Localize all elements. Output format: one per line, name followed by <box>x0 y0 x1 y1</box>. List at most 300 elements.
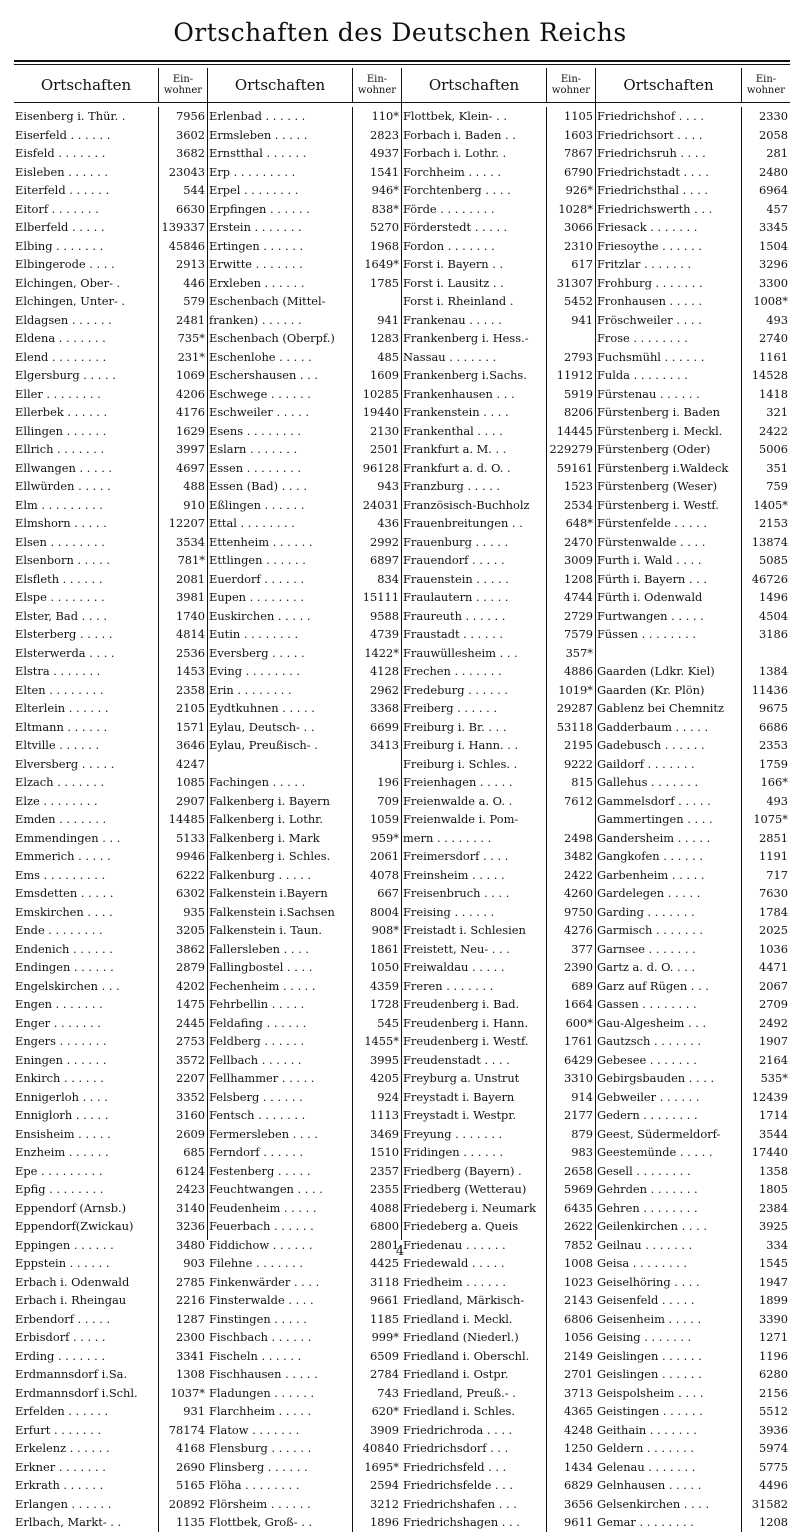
table-row <box>402 1458 595 1477</box>
table-row <box>208 459 401 478</box>
place-name: Gebweiler . . . . . . <box>596 1088 742 1107</box>
table-row <box>402 607 595 626</box>
page-number: 4 <box>395 1244 405 1259</box>
inhabitants-value: 3469 <box>370 1126 399 1141</box>
inhabitants-value: 3413 <box>370 738 399 753</box>
place-name: Elspe . . . . . . . . <box>14 588 159 607</box>
place-name: Elbingerode . . . . <box>14 255 159 274</box>
inhabitants-value: 4088 <box>370 1200 399 1215</box>
place-name: Fürth i. Odenwald <box>596 588 742 607</box>
table-row <box>402 847 595 866</box>
inhabitants-value: 3572 <box>176 1052 205 1067</box>
table-row <box>596 1347 790 1366</box>
place-name: Gehrden . . . . . . . <box>596 1180 742 1199</box>
place-name: Elze . . . . . . . . <box>14 792 159 811</box>
place-name: Falkenstein i.Sachsen <box>208 903 353 922</box>
place-name: Freiburg i. Br. . . . <box>402 718 547 737</box>
place-name: Feldafing . . . . . . <box>208 1014 353 1033</box>
place-name: Geislingen . . . . . . <box>596 1347 742 1366</box>
inhabitants-value: 2067 <box>759 978 788 993</box>
place-name: Freisenbruch . . . . <box>402 884 547 903</box>
table-row <box>596 755 790 774</box>
table-row <box>14 163 207 182</box>
inhabitants-value: 24031 <box>362 497 399 512</box>
place-name: Geispolsheim . . . . <box>596 1384 742 1403</box>
place-name: Enger . . . . . . . <box>14 1014 159 1033</box>
table-row <box>402 921 595 940</box>
table-row <box>402 385 595 404</box>
inhabitants-value: 4814 <box>176 627 205 642</box>
place-name: Eschershausen . . . <box>208 366 353 385</box>
place-name: Geiselhöring . . . . <box>596 1273 742 1292</box>
inhabitants-value: 535* <box>760 1071 788 1086</box>
inhabitants-value: 1069 <box>176 368 205 383</box>
inhabitants-value: 1504 <box>759 238 788 253</box>
inhabitants-value: 1028* <box>558 201 593 216</box>
table-row <box>596 699 790 718</box>
table-row <box>14 385 207 404</box>
place-name: Elterlein . . . . . . <box>14 699 159 718</box>
table-row <box>596 1439 790 1458</box>
table-row <box>596 662 790 681</box>
table-row <box>402 329 595 348</box>
inhabitants-value: 903 <box>183 1256 205 1271</box>
place-name: Elsterwerda . . . . <box>14 644 159 663</box>
inhabitants-value: 9222 <box>564 756 593 771</box>
table-row <box>208 292 401 311</box>
inhabitants-value: 941 <box>377 312 399 327</box>
table-row <box>208 1162 401 1181</box>
table-row <box>14 1069 207 1088</box>
place-name: Fürstenberg i. Meckl. <box>596 422 742 441</box>
table-row <box>208 1365 401 1384</box>
table-row <box>208 681 401 700</box>
table-row <box>14 884 207 903</box>
place-name: Forbach i. Lothr. . <box>402 144 547 163</box>
inhabitants-value: 1208 <box>759 1515 788 1530</box>
table-row <box>208 1328 401 1347</box>
place-name: Erbach i. Odenwald <box>14 1273 159 1292</box>
inhabitants-value: 4248 <box>564 1422 593 1437</box>
table-row <box>208 1014 401 1033</box>
inhabitants-value: 579 <box>183 294 205 309</box>
inhabitants-value: 2105 <box>176 701 205 716</box>
inhabitants-value: 351 <box>766 460 788 475</box>
table-row <box>208 1384 401 1403</box>
inhabitants-header-line-1: Ein- <box>755 74 777 85</box>
table-row <box>14 1273 207 1292</box>
table-row <box>596 977 790 996</box>
column-header <box>596 68 790 103</box>
place-name: Forst i. Bayern . . <box>402 255 547 274</box>
table-column-4 <box>596 68 790 1530</box>
place-name: Forst i. Rheinland . <box>402 292 547 311</box>
inhabitants-value: 7612 <box>564 793 593 808</box>
table-row <box>402 755 595 774</box>
inhabitants-value: 6806 <box>564 1311 593 1326</box>
place-name: Gebirgsbauden . . . . <box>596 1069 742 1088</box>
place-name: Frankfurt a. M. . . <box>402 440 547 459</box>
table-row <box>402 348 595 367</box>
place-name: Elm . . . . . . . . . <box>14 496 159 515</box>
table-row <box>14 403 207 422</box>
inhabitants-value: 914 <box>571 1089 593 1104</box>
place-name: Erxleben . . . . . . <box>208 274 353 293</box>
table-row <box>402 1106 595 1125</box>
place-name: Friedrichsort . . . . <box>596 126 742 145</box>
inhabitants-value: 2709 <box>759 997 788 1012</box>
inhabitants-value: 4176 <box>176 405 205 420</box>
place-name: Eppstein . . . . . . <box>14 1254 159 1273</box>
place-name: Ems . . . . . . . . . <box>14 866 159 885</box>
table-row <box>14 977 207 996</box>
place-name: Eßlingen . . . . . . <box>208 496 353 515</box>
table-row <box>596 533 790 552</box>
table-row <box>14 477 207 496</box>
inhabitants-value: 6800 <box>370 1219 399 1234</box>
table-row <box>208 218 401 237</box>
place-name: Flinsberg . . . . . . <box>208 1458 353 1477</box>
inhabitants-value: 1037* <box>170 1385 205 1400</box>
table-row <box>14 625 207 644</box>
place-name: Friedrichsfeld . . . <box>402 1458 547 1477</box>
table-row <box>14 644 207 663</box>
place-name: Festenberg . . . . . <box>208 1162 353 1181</box>
table-row <box>402 1328 595 1347</box>
place-name: Enniglorh . . . . . <box>14 1106 159 1125</box>
inhabitants-value: 2701 <box>564 1367 593 1382</box>
place-name: Französisch-Buchholz <box>402 496 547 515</box>
inhabitants-value: 2913 <box>176 257 205 272</box>
table-row <box>208 1347 401 1366</box>
inhabitants-value: 8004 <box>370 904 399 919</box>
place-header: Ortschaften <box>14 68 159 102</box>
table-row <box>14 866 207 885</box>
place-name: Garmisch . . . . . . . <box>596 921 742 940</box>
place-name: Fordon . . . . . . . <box>402 237 547 256</box>
table-row <box>402 718 595 737</box>
place-name: Feldberg . . . . . . <box>208 1032 353 1051</box>
place-name: Elsenborn . . . . . <box>14 551 159 570</box>
place-name: Geisenheim . . . . . <box>596 1310 742 1329</box>
table-row <box>208 348 401 367</box>
place-name: Gartz a. d. O. . . . <box>596 958 742 977</box>
table-row <box>208 1421 401 1440</box>
inhabitants-value: 13874 <box>751 534 788 549</box>
place-name: Fraureuth . . . . . . <box>402 607 547 626</box>
place-name: Frankfurt a. d. O. . <box>402 459 547 478</box>
table-row <box>208 755 401 774</box>
place-name: Geistingen . . . . . . <box>596 1402 742 1421</box>
inhabitants-value: 6509 <box>370 1348 399 1363</box>
place-name: Eltmann . . . . . . <box>14 718 159 737</box>
place-name: Freudenberg i. Westf. <box>402 1032 547 1051</box>
table-row <box>14 1106 207 1125</box>
table-row <box>14 1310 207 1329</box>
place-name: Flensburg . . . . . . <box>208 1439 353 1458</box>
place-name: Frankenberg i. Hess.- <box>402 329 547 348</box>
inhabitants-value: 1629 <box>176 423 205 438</box>
inhabitants-value: 685 <box>183 1145 205 1160</box>
table-row <box>14 107 207 126</box>
place-name: Erp . . . . . . . . . <box>208 163 353 182</box>
place-name: Fürstenwalde . . . . <box>596 533 742 552</box>
place-name: Eving . . . . . . . . <box>208 662 353 681</box>
inhabitants-value: 6630 <box>176 201 205 216</box>
inhabitants-value: 4078 <box>370 867 399 882</box>
table-row <box>402 1273 595 1292</box>
table-row <box>402 1088 595 1107</box>
table-row <box>14 459 207 478</box>
place-name: Frankenau . . . . . <box>402 311 547 330</box>
inhabitants-value: 4697 <box>176 460 205 475</box>
table-row <box>402 533 595 552</box>
table-row <box>208 588 401 607</box>
place-name: Ferndorf . . . . . . <box>208 1143 353 1162</box>
table-row <box>402 126 595 145</box>
inhabitants-value: 10285 <box>362 386 399 401</box>
table-row <box>208 385 401 404</box>
inhabitants-header-line-1: Ein- <box>366 74 388 85</box>
table-row <box>208 866 401 885</box>
table-row <box>14 607 207 626</box>
inhabitants-value: 1896 <box>370 1515 399 1530</box>
inhabitants-value: 2216 <box>176 1293 205 1308</box>
place-name: Frauenburg . . . . . <box>402 533 547 552</box>
table-row <box>402 200 595 219</box>
inhabitants-value: 759 <box>766 479 788 494</box>
inhabitants-value: 2823 <box>370 127 399 142</box>
place-name: Ende . . . . . . . . <box>14 921 159 940</box>
table-row <box>402 440 595 459</box>
place-name: Fürstenberg i. Westf. <box>596 496 742 515</box>
table-row <box>208 274 401 293</box>
table-row <box>402 588 595 607</box>
place-name: Gebesee . . . . . . . <box>596 1051 742 1070</box>
inhabitants-value: 17440 <box>751 1145 788 1160</box>
table-row <box>14 588 207 607</box>
inhabitants-value: 2658 <box>564 1163 593 1178</box>
place-name: Elsfleth . . . . . . <box>14 570 159 589</box>
place-name: Fiddichow . . . . . . <box>208 1236 353 1255</box>
table-row <box>402 292 595 311</box>
inhabitants-value: 3160 <box>176 1108 205 1123</box>
table-row <box>596 385 790 404</box>
place-name: Falkenstein i. Taun. <box>208 921 353 940</box>
place-name: Eller . . . . . . . . <box>14 385 159 404</box>
place-name: Friedland, Preuß.- . <box>402 1384 547 1403</box>
inhabitants-value: 5919 <box>564 386 593 401</box>
inhabitants-value: 4425 <box>370 1256 399 1271</box>
place-name: Falkenberg i. Schles. <box>208 847 353 866</box>
inhabitants-header-line-2: wohner <box>746 85 786 96</box>
place-name: franken) . . . . . . <box>208 311 353 330</box>
inhabitants-value: 2164 <box>759 1052 788 1067</box>
inhabitants-value: 3936 <box>759 1422 788 1437</box>
inhabitants-value: 231* <box>177 349 205 364</box>
table-row <box>596 1495 790 1514</box>
table-row <box>208 1199 401 1218</box>
place-name: Gedern . . . . . . . . <box>596 1106 742 1125</box>
place-name: Geisenfeld . . . . . <box>596 1291 742 1310</box>
inhabitants-value: 5085 <box>759 553 788 568</box>
place-name: Gautzsch . . . . . . . <box>596 1032 742 1051</box>
table-column-1 <box>14 68 208 1530</box>
column-header <box>14 68 207 103</box>
place-name: Friedrichstadt . . . . <box>596 163 742 182</box>
table-row <box>14 1365 207 1384</box>
place-name: Gehren . . . . . . . . <box>596 1199 742 1218</box>
inhabitants-value: 648* <box>565 516 593 531</box>
table-row <box>14 181 207 200</box>
table-row <box>402 1439 595 1458</box>
place-name: Fürstenau . . . . . . <box>596 385 742 404</box>
place-name: Geising . . . . . . . <box>596 1328 742 1347</box>
place-name: Elversberg . . . . . <box>14 755 159 774</box>
table-row <box>14 496 207 515</box>
place-name: Enzheim . . . . . . <box>14 1143 159 1162</box>
inhabitants-value: 3997 <box>176 442 205 457</box>
inhabitants-header-line-1: Ein- <box>172 74 194 85</box>
place-name: Fellhammer . . . . . <box>208 1069 353 1088</box>
table-row <box>402 1199 595 1218</box>
table-row <box>208 662 401 681</box>
table-row <box>14 1421 207 1440</box>
table-row <box>596 440 790 459</box>
place-name: Fischbach . . . . . . <box>208 1328 353 1347</box>
table-row <box>208 792 401 811</box>
inhabitants-value: 12439 <box>751 1089 788 1104</box>
inhabitants-value: 1358 <box>759 1163 788 1178</box>
place-name: Nassau . . . . . . . <box>402 348 547 367</box>
table-row <box>14 1217 207 1236</box>
table-row <box>402 884 595 903</box>
table-row <box>596 958 790 977</box>
table-row <box>596 459 790 478</box>
inhabitants-value: 2061 <box>370 849 399 864</box>
inhabitants-value: 3909 <box>370 1422 399 1437</box>
inhabitants-header-line-2: wohner <box>163 85 203 96</box>
table-row <box>14 847 207 866</box>
table-row <box>596 570 790 589</box>
inhabitants-value: 1196 <box>759 1348 788 1363</box>
place-name: Friedrichsfelde . . . <box>402 1476 547 1495</box>
table-row <box>596 126 790 145</box>
table-row <box>596 1402 790 1421</box>
inhabitants-value: 1455* <box>364 1034 399 1049</box>
place-name: Fürstenberg (Weser) <box>596 477 742 496</box>
inhabitants-value: 15111 <box>362 590 399 605</box>
table-row <box>596 514 790 533</box>
inhabitants-value: 20892 <box>168 1496 205 1511</box>
place-name: Flottbek, Groß- . . <box>208 1513 353 1532</box>
table-row <box>402 995 595 1014</box>
inhabitants-value: 2536 <box>176 645 205 660</box>
place-name: Garnsee . . . . . . . <box>596 940 742 959</box>
table-row <box>208 1032 401 1051</box>
inhabitants-value: 2358 <box>176 682 205 697</box>
place-name: Frechen . . . . . . . <box>402 662 547 681</box>
inhabitants-value: 2498 <box>564 830 593 845</box>
place-header: Ortschaften <box>402 68 547 102</box>
inhabitants-value: 1036 <box>759 941 788 956</box>
table-row <box>402 1347 595 1366</box>
inhabitants-value: 3352 <box>176 1089 205 1104</box>
inhabitants-value: 5775 <box>759 1459 788 1474</box>
inhabitants-value: 3310 <box>564 1071 593 1086</box>
table-row <box>208 699 401 718</box>
inhabitants-value: 3482 <box>564 849 593 864</box>
table-row <box>14 1347 207 1366</box>
inhabitants-value: 1571 <box>176 719 205 734</box>
place-name: Freinsheim . . . . . <box>402 866 547 885</box>
place-name: Eisenberg i. Thür. . <box>14 107 159 126</box>
inhabitants-value: 1405* <box>753 497 788 512</box>
inhabitants-value: 5512 <box>759 1404 788 1419</box>
table-row <box>208 126 401 145</box>
table-row <box>596 551 790 570</box>
table-row <box>14 255 207 274</box>
inhabitants-value: 4937 <box>370 146 399 161</box>
inhabitants-value: 9611 <box>564 1515 593 1530</box>
table-row <box>596 163 790 182</box>
place-name: Freiburg i. Hann. . . <box>402 736 547 755</box>
inhabitants-value: 4739 <box>370 627 399 642</box>
table-row <box>402 255 595 274</box>
place-name: Eppingen . . . . . . <box>14 1236 159 1255</box>
place-name: Geilenkirchen . . . . <box>596 1217 742 1236</box>
table-row <box>14 755 207 774</box>
inhabitants-value: 667 <box>377 886 399 901</box>
table-row <box>402 699 595 718</box>
inhabitants-value: 5165 <box>176 1478 205 1493</box>
inhabitants-value: 139337 <box>161 220 205 235</box>
inhabitants-value: 1023 <box>564 1274 593 1289</box>
inhabitants-value: 999* <box>371 1330 399 1345</box>
place-name: Furth i. Wald . . . . <box>596 551 742 570</box>
table-row <box>402 736 595 755</box>
place-name: Geilnau . . . . . . . <box>596 1236 742 1255</box>
table-row <box>596 477 790 496</box>
inhabitants-header <box>742 68 790 102</box>
table-row <box>402 366 595 385</box>
column-header <box>402 68 595 103</box>
table-row <box>596 218 790 237</box>
inhabitants-value: 3236 <box>176 1219 205 1234</box>
inhabitants-value: 6429 <box>564 1052 593 1067</box>
table-row <box>596 644 790 663</box>
table-row <box>402 1402 595 1421</box>
place-name: Epe . . . . . . . . . <box>14 1162 159 1181</box>
place-header: Ortschaften <box>596 68 742 102</box>
inhabitants-value: 2081 <box>176 571 205 586</box>
inhabitants-value: 1907 <box>759 1034 788 1049</box>
inhabitants-value: 2207 <box>176 1071 205 1086</box>
inhabitants-value: 9661 <box>370 1293 399 1308</box>
table-row <box>402 570 595 589</box>
inhabitants-value: 14485 <box>168 812 205 827</box>
place-name: Frauenbreitungen . . <box>402 514 547 533</box>
table-row <box>14 200 207 219</box>
table-row <box>596 144 790 163</box>
inhabitants-value: 7852 <box>564 1237 593 1252</box>
inhabitants-value: 5270 <box>370 220 399 235</box>
inhabitants-value: 600* <box>565 1015 593 1030</box>
table-row <box>14 829 207 848</box>
inhabitants-value: 1384 <box>759 664 788 679</box>
table-row <box>208 422 401 441</box>
place-name: Eschenbach (Oberpf.) <box>208 329 353 348</box>
